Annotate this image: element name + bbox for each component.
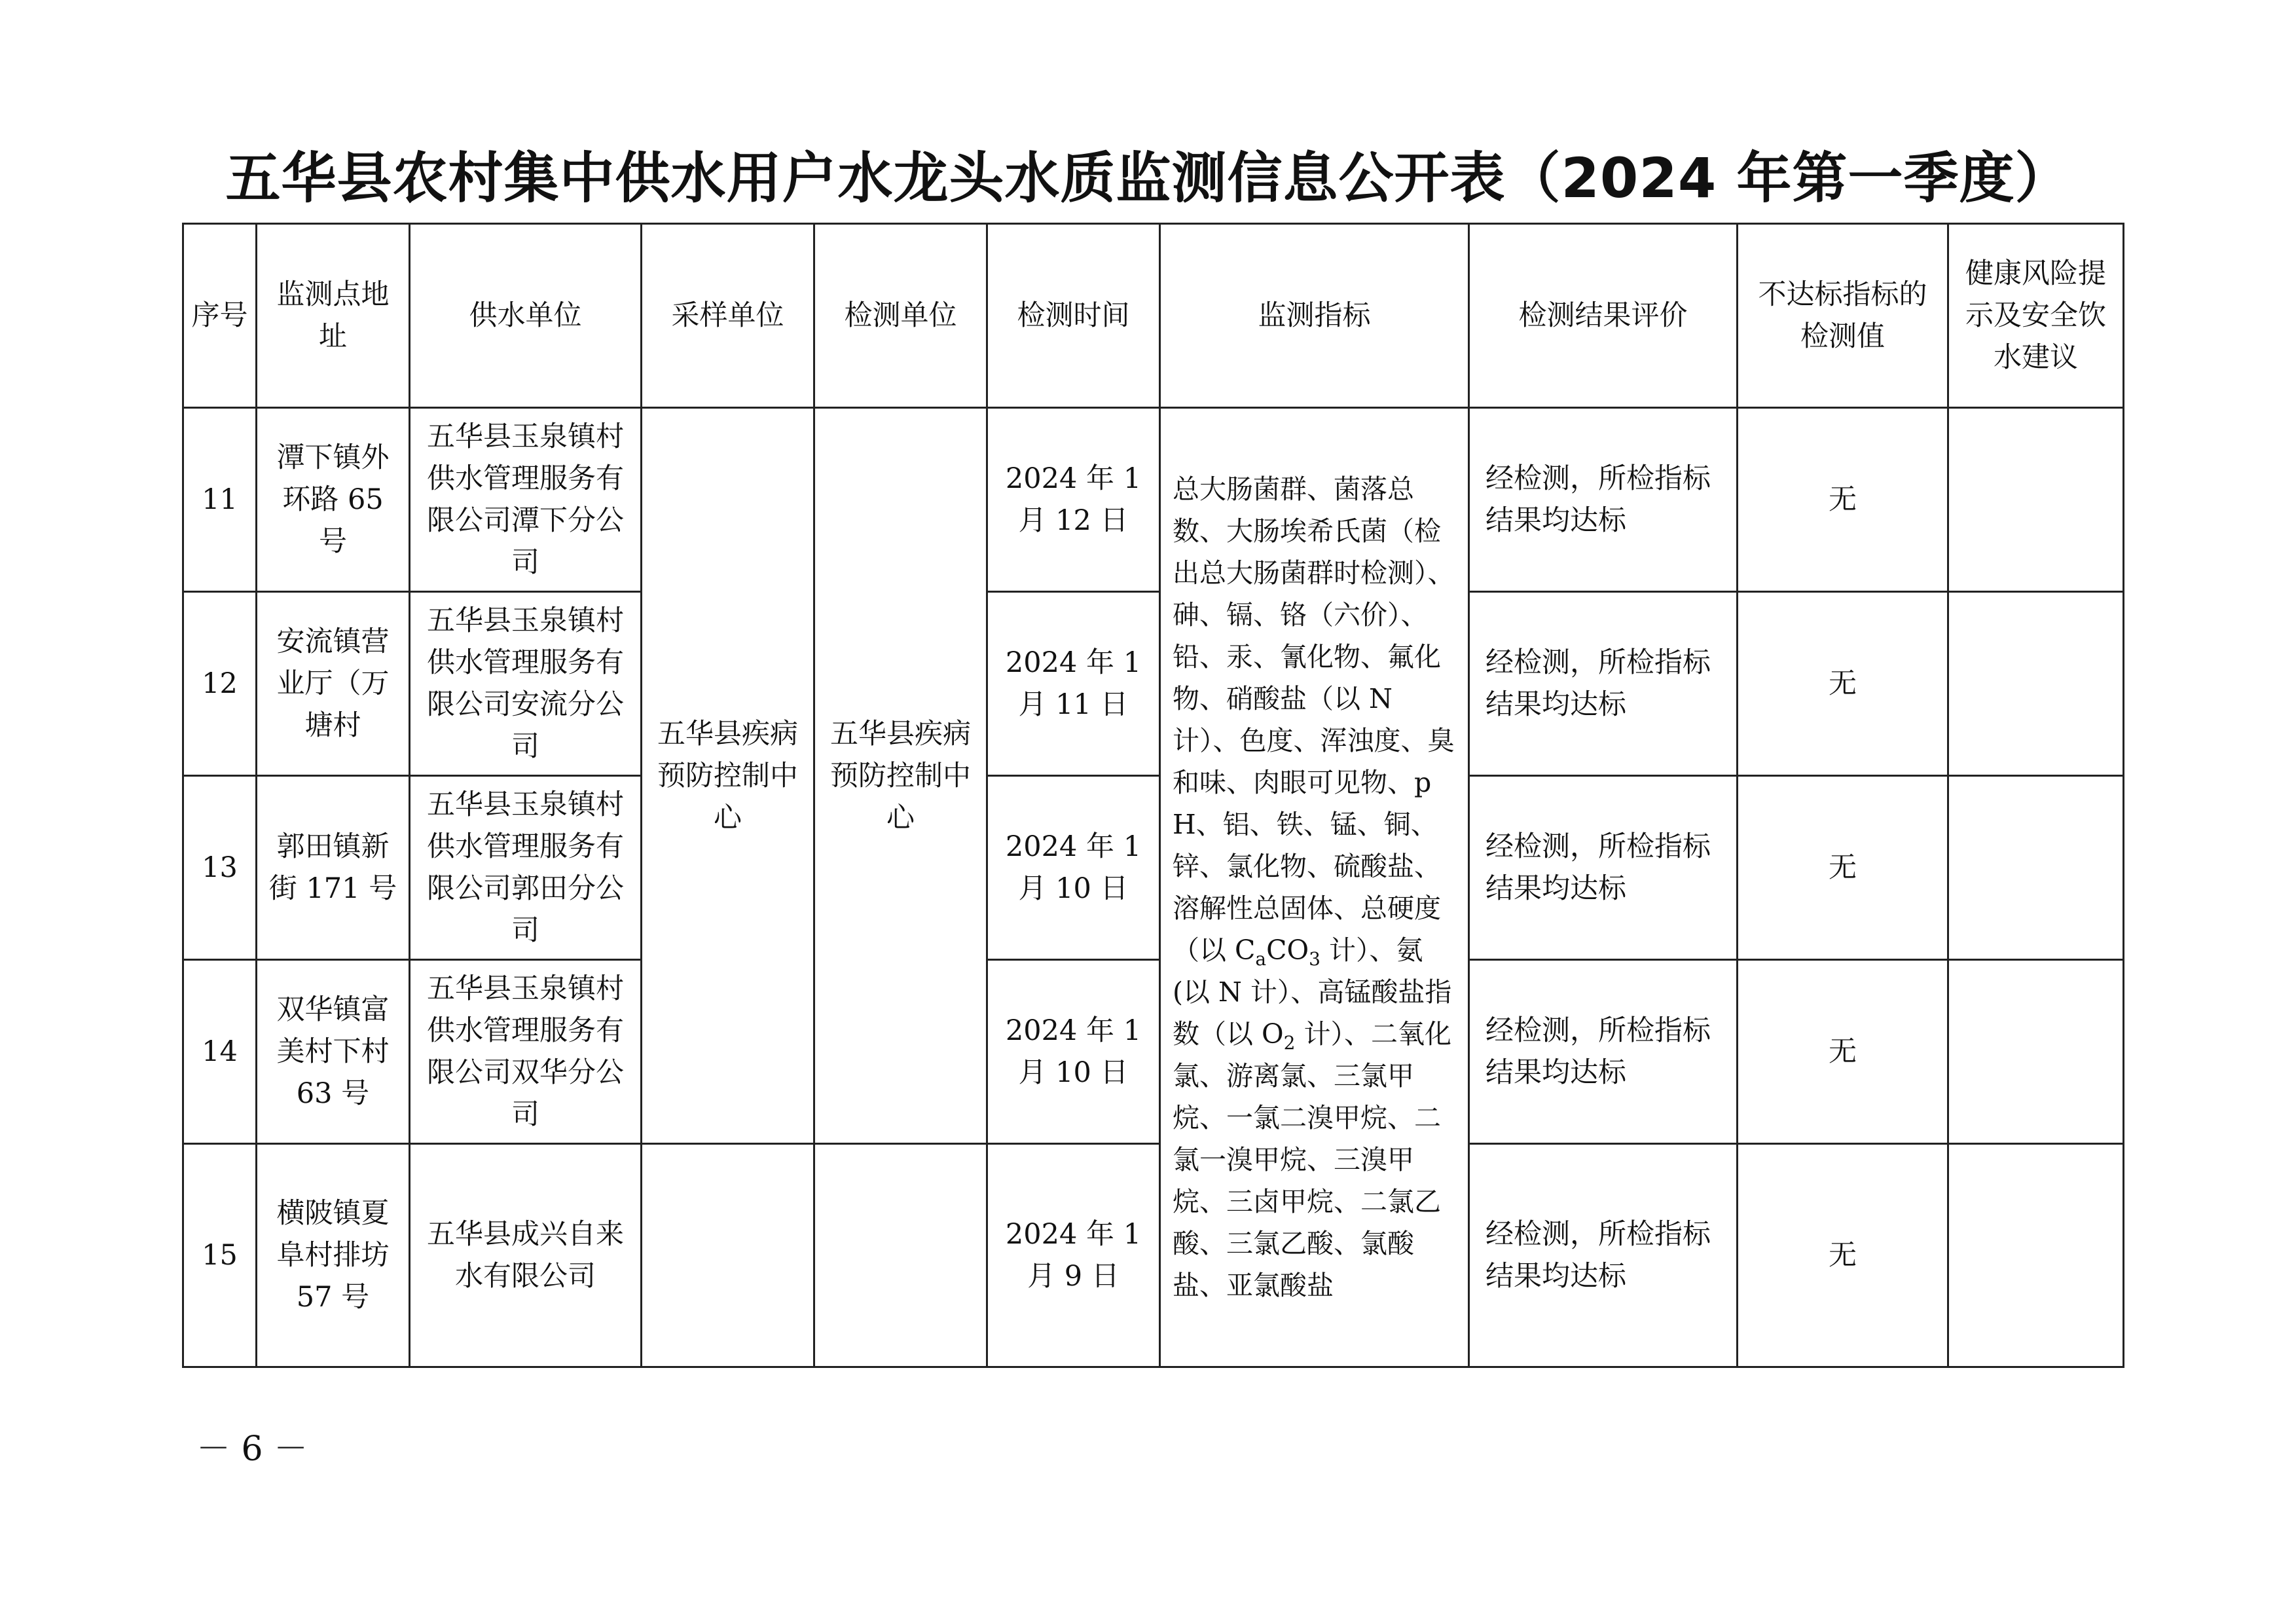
- cell-time: 2024 年 1 月 10 日: [987, 960, 1160, 1144]
- cell-seq: 13: [183, 776, 257, 960]
- cell-result: 经检测，所检指标结果均达标: [1469, 776, 1738, 960]
- cell-failed-values: 无: [1738, 408, 1948, 592]
- cell-advice: [1948, 960, 2124, 1144]
- cell-seq: 14: [183, 960, 257, 1144]
- table-row: [183, 1144, 2124, 1367]
- header-tester: 检测单位: [814, 224, 987, 408]
- cell-tester-empty: [814, 1144, 987, 1367]
- cell-result: 经检测，所检指标结果均达标: [1469, 592, 1738, 776]
- table-row: [183, 592, 2124, 776]
- table-row: [183, 960, 2124, 1144]
- cell-advice: [1948, 1144, 2124, 1367]
- cell-result: 经检测，所检指标结果均达标: [1469, 408, 1738, 592]
- cell-advice: [1948, 408, 2124, 592]
- cell-site: 郭田镇新街 171 号: [257, 776, 410, 960]
- cell-seq: 12: [183, 592, 257, 776]
- indicators-text-4: 计）、二氧化氯、游离氯、三氯甲烷、一氯二溴甲烷、二氯一溴甲烷、三溴甲烷、三卤甲烷、二氯乙酸、三氯乙酸、氯酸盐、亚氯酸盐: [1173, 1018, 1452, 1301]
- cell-supplier: 五华县成兴自来水有限公司: [410, 1144, 642, 1367]
- header-result: 检测结果评价: [1469, 224, 1738, 408]
- cell-failed-values: 无: [1738, 592, 1948, 776]
- cell-time: 2024 年 1 月 9 日: [987, 1144, 1160, 1367]
- cell-advice: [1948, 592, 2124, 776]
- cell-result: 经检测，所检指标结果均达标: [1469, 960, 1738, 1144]
- cell-supplier: 五华县玉泉镇村供水管理服务有限公司双华分公司: [410, 960, 642, 1144]
- cell-site: 安流镇营业厅（万塘村: [257, 592, 410, 776]
- table-row: [183, 776, 2124, 960]
- cell-time: 2024 年 1 月 10 日: [987, 776, 1160, 960]
- table-row: [183, 408, 2124, 592]
- header-indicators: 监测指标: [1160, 224, 1469, 408]
- cell-tester: 五华县疾病预防控制中心: [814, 408, 987, 1144]
- cell-sampler: 五华县疾病预防控制中心: [642, 408, 814, 1144]
- header-advice: 健康风险提示及安全饮水建议: [1948, 224, 2124, 408]
- indicators-subscript-3: 2: [1283, 1032, 1296, 1054]
- cell-supplier: 五华县玉泉镇村供水管理服务有限公司郭田分公司: [410, 776, 642, 960]
- cell-site: 横陂镇夏阜村排坊 57 号: [257, 1144, 410, 1367]
- cell-supplier: 五华县玉泉镇村供水管理服务有限公司安流分公司: [410, 592, 642, 776]
- cell-site: 潭下镇外环路 65 号: [257, 408, 410, 592]
- indicators-text-3: 计）、氨(以 N 计）、高锰酸盐指数（以 O: [1173, 934, 1452, 1050]
- header-seq: 序号: [183, 224, 257, 408]
- indicators-subscript-1: a: [1255, 948, 1267, 970]
- cell-failed-values: 无: [1738, 776, 1948, 960]
- cell-result: 经检测，所检指标结果均达标: [1469, 1144, 1738, 1367]
- cell-seq: 11: [183, 408, 257, 592]
- header-row: [183, 224, 2124, 408]
- cell-failed-values: 无: [1738, 1144, 1948, 1367]
- cell-failed-values: 无: [1738, 960, 1948, 1144]
- cell-site: 双华镇富美村下村 63 号: [257, 960, 410, 1144]
- cell-supplier: 五华县玉泉镇村供水管理服务有限公司潭下分公司: [410, 408, 642, 592]
- cell-advice: [1948, 776, 2124, 960]
- header-sampler: 采样单位: [642, 224, 814, 408]
- header-failed-values: 不达标指标的检测值: [1738, 224, 1948, 408]
- page-title: 五华县农村集中供水用户水龙头水质监测信息公开表（2024 年第一季度）: [225, 146, 2071, 210]
- page-number: － 6 －: [196, 1430, 308, 1469]
- water-quality-table: [182, 223, 2124, 1368]
- header-supplier: 供水单位: [410, 224, 642, 408]
- indicators-text-2: CO: [1266, 934, 1309, 966]
- cell-indicators: [1160, 408, 1469, 1367]
- cell-sampler-empty: [642, 1144, 814, 1367]
- cell-seq: 15: [183, 1144, 257, 1367]
- header-site: 监测点地址: [257, 224, 410, 408]
- cell-time: 2024 年 1 月 12 日: [987, 408, 1160, 592]
- indicators-text-1: 总大肠菌群、菌落总数、大肠埃希氏菌（检出总大肠菌群时检测）、砷、镉、铬（六价）、铅、汞、氰化物、氟化物、硝酸盐（以 N 计）、色度、浑浊度、臭和味、肉眼可见物、pH、铝、铁、锰、铜、锌、氯化物、硫酸盐、溶解性总固体、总硬度（以 C: [1173, 473, 1455, 966]
- header-time: 检测时间: [987, 224, 1160, 408]
- cell-time: 2024 年 1 月 11 日: [987, 592, 1160, 776]
- indicators-subscript-2: 3: [1309, 948, 1321, 970]
